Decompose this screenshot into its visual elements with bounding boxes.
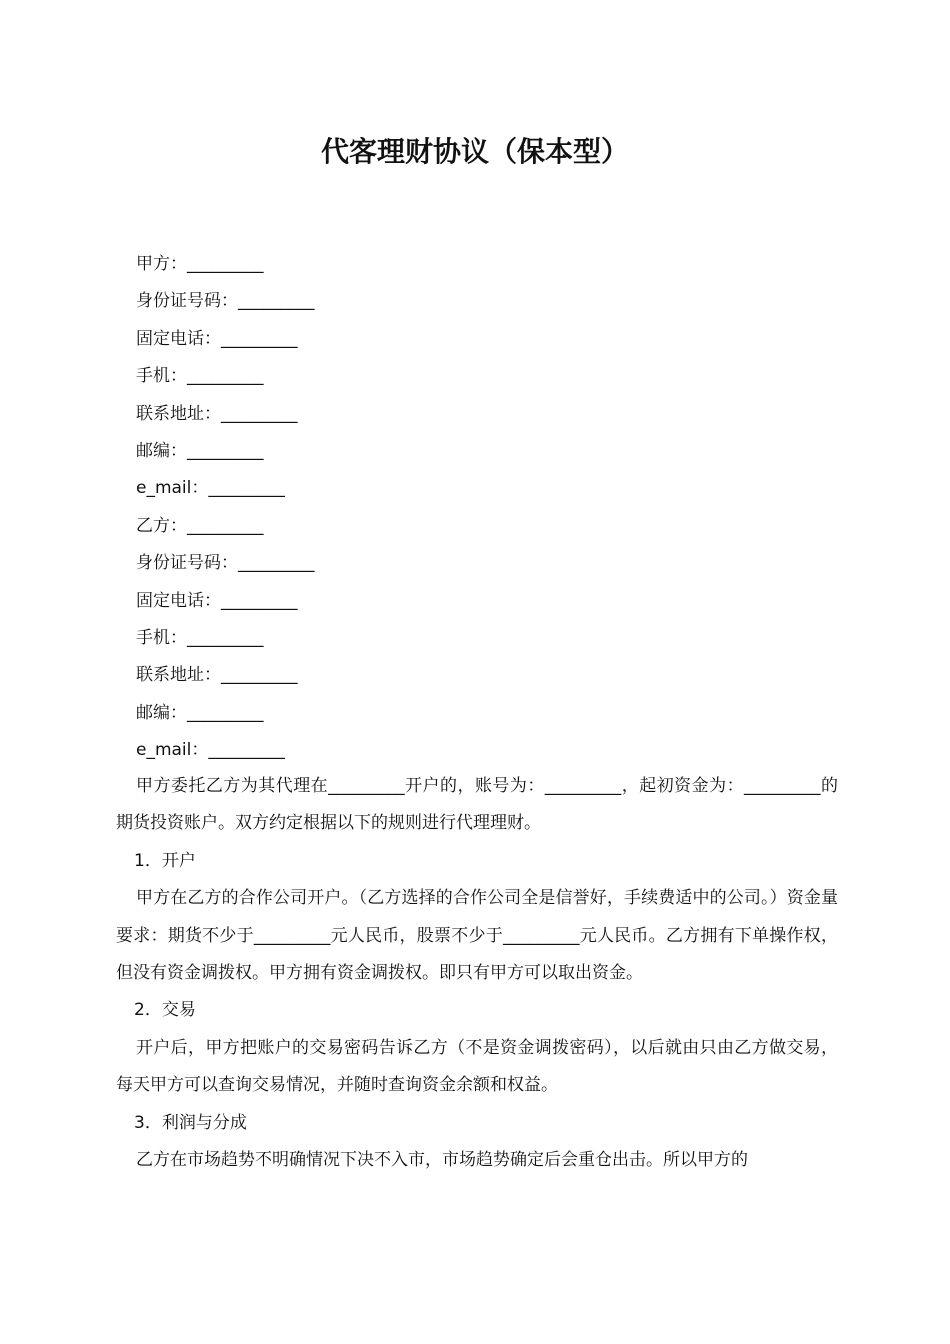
document-title: 代客理财协议（保本型）	[320, 135, 629, 168]
party-a-mobile-field: 手机：_________	[136, 366, 264, 387]
agreement-body	[116, 768, 838, 1179]
section-text-account-opening: 甲方在乙方的合作公司开户。（乙方选择的合作公司全是信誉好，手续费适中的公司。）资金量要求：期货不少于_________元人民币，股票不少于_________元人民币。乙方拥有下单操作权，但没有资金调拨权。甲方拥有资金调拨权。即只有甲方可以取出资金。	[116, 888, 838, 984]
section-heading-trading: 2．交易	[134, 1000, 196, 1021]
section-heading-account-opening: 1．开户	[134, 850, 196, 871]
section-text-profit-sharing: 乙方在市场趋势不明确情况下决不入市，市场趋势确定后会重仓出击。所以甲方的	[136, 1150, 748, 1171]
party-b-id-number-field: 身份证号码：_________	[136, 553, 315, 574]
party-a-address-field: 联系地址：_________	[136, 403, 298, 424]
party-b-landline-field: 固定电话：_________	[136, 590, 298, 611]
party-b-mobile-field: 手机：_________	[136, 627, 264, 648]
intro-paragraph: 甲方委托乙方为其代理在_________开户的，账号为：_________，起初资金为：_________的期货投资账户。双方约定根据以下的规则进行代理理财。	[116, 776, 838, 834]
party-b-postcode-field: 邮编：_________	[136, 702, 264, 723]
section-heading-profit-sharing: 3．利润与分成	[134, 1112, 247, 1133]
party-b-email-field: e_mail：_________	[136, 740, 285, 761]
party-info-fields	[136, 246, 856, 769]
party-a-postcode-field: 邮编：_________	[136, 440, 264, 461]
party-a-name-field: 甲方：_________	[136, 254, 264, 274]
party-b-address-field: 联系地址：_________	[136, 665, 298, 686]
party-b-name-field: 乙方：_________	[136, 515, 264, 536]
party-a-landline-field: 固定电话：_________	[136, 328, 298, 349]
party-a-id-number-field: 身份证号码：_________	[136, 291, 315, 312]
section-text-trading: 开户后，甲方把账户的交易密码告诉乙方（不是资金调拨密码），以后就由只由乙方做交易，每天甲方可以查询交易情况，并随时查询资金余额和权益。	[116, 1037, 838, 1096]
party-a-email-field: e_mail：_________	[136, 478, 285, 499]
